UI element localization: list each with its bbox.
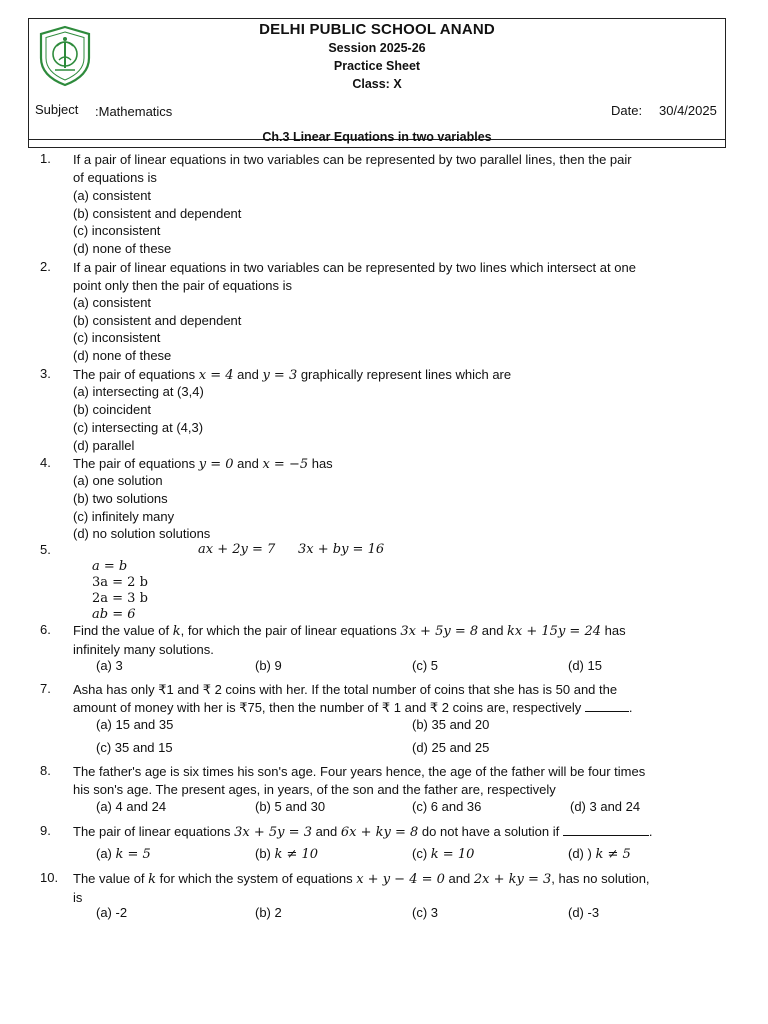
option-d[interactable]: (d) parallel <box>73 438 135 453</box>
question-number: 2. <box>40 259 51 274</box>
question-text <box>73 455 698 474</box>
option-b[interactable]: (b) 9 <box>255 658 282 673</box>
option-label: (c) <box>412 846 431 861</box>
option-a[interactable]: (a) -2 <box>96 905 128 920</box>
math-expression: x = 4 <box>198 368 234 383</box>
option-d[interactable]: (d) 25 and 25 <box>412 740 490 755</box>
subject-value: :Mathematics <box>95 104 173 119</box>
date-value: 30/4/2025 <box>659 103 717 118</box>
option-d[interactable]: (d) no solution solutions <box>73 526 211 541</box>
text-run: has <box>601 623 626 638</box>
text-run: The pair of linear equations <box>73 824 235 839</box>
option-label: (d) ) <box>568 846 596 861</box>
option-a[interactable]: (a) 15 and 35 <box>96 717 174 732</box>
math-expression: k ≠ 5 <box>595 847 631 862</box>
question-number: 5. <box>40 542 51 557</box>
text-run: amount of money with her is ₹75, then the number of ₹ 1 and ₹ 2 coins are, respectively <box>73 699 582 715</box>
question-number: 10. <box>40 870 59 885</box>
question-text-line <box>73 870 713 889</box>
text-run: and <box>311 824 341 839</box>
math-expression: y = 0 <box>198 457 234 472</box>
text-run: and <box>478 623 508 638</box>
question-number: 4. <box>40 455 51 470</box>
option-c[interactable]: 2a = 3 b <box>92 591 148 606</box>
option-d[interactable]: (d) 3 and 24 <box>570 799 641 814</box>
option-b[interactable]: 3a = 2 b <box>92 575 148 590</box>
option-a[interactable]: (a) one solution <box>73 473 163 488</box>
option-a[interactable]: a = b <box>92 559 128 574</box>
option-label: (b) <box>255 846 275 861</box>
question-number: 3. <box>40 366 51 381</box>
question-number: 7. <box>40 681 51 696</box>
question-number: 8. <box>40 763 51 778</box>
text-run: graphically represent lines which are <box>297 367 512 382</box>
option-a[interactable]: (a) 3 <box>96 658 123 673</box>
math-expression: k = 5 <box>115 847 151 862</box>
answer-blank[interactable] <box>563 824 649 836</box>
option-b[interactable]: (b) consistent and dependent <box>73 313 242 328</box>
text-run: The pair of equations <box>73 456 199 471</box>
option-c[interactable] <box>412 846 474 862</box>
question-text-line: infinitely many solutions. <box>73 641 214 657</box>
question-text <box>73 763 698 798</box>
math-expression: 3x + 5y = 3 <box>234 825 312 840</box>
option-d[interactable] <box>568 846 631 862</box>
text-run: The value of <box>73 871 149 886</box>
option-b[interactable]: (b) consistent and dependent <box>73 206 242 221</box>
question-text-line: is <box>73 889 83 905</box>
header-box <box>28 18 726 148</box>
text-run: and <box>444 871 474 886</box>
math-expression: x = −5 <box>262 457 309 472</box>
option-d[interactable]: ab = 6 <box>92 607 136 622</box>
text-run: and <box>233 367 263 382</box>
question-text <box>73 259 698 294</box>
answer-blank[interactable] <box>585 700 629 712</box>
class-line: Class: X <box>352 77 402 91</box>
math-expression: x + y − 4 = 0 <box>356 872 445 887</box>
question-text-line: If a pair of linear equations in two variables can be represented by two lines which intersect at one <box>73 260 636 275</box>
question-text-line: point only then the pair of equations is <box>73 277 292 293</box>
math-expression: k <box>148 872 157 887</box>
question-text-line: If a pair of linear equations in two variables can be represented by two parallel lines, then the pair <box>73 152 632 167</box>
math-expression: 6x + ky = 8 <box>340 825 419 840</box>
option-b[interactable]: (b) coincident <box>73 402 152 417</box>
option-a[interactable]: (a) consistent <box>73 188 152 203</box>
option-c[interactable]: (c) 6 and 36 <box>412 799 482 814</box>
option-a[interactable]: (a) intersecting at (3,4) <box>73 384 204 399</box>
option-b[interactable]: (b) 35 and 20 <box>412 717 490 732</box>
date-label: Date: <box>611 103 643 118</box>
text-run: , for which the pair of linear equations <box>180 623 401 638</box>
chapter-title: Ch.3 Linear Equations in two variables <box>262 130 492 144</box>
text-run: do not have a solution if <box>418 824 563 839</box>
question-text-line: his son's age. The present ages, in years, of the son and the father are, respectively <box>73 781 556 797</box>
option-c[interactable]: (c) 35 and 15 <box>96 740 173 755</box>
question-text-line: The father's age is six times his son's age. Four years hence, the age of the father will be four times <box>73 764 646 779</box>
equation-2: 3x + by = 16 <box>298 542 385 557</box>
math-expression: 3x + 5y = 8 <box>400 624 479 639</box>
option-b[interactable]: (b) two solutions <box>73 491 168 506</box>
text-run: . <box>648 824 653 839</box>
session-line: Session 2025-26 <box>328 41 426 55</box>
question-text-line <box>73 622 698 641</box>
sheet-title: Practice Sheet <box>333 59 421 73</box>
option-label: (a) <box>96 846 116 861</box>
option-a[interactable] <box>96 846 151 862</box>
option-c[interactable]: (c) 5 <box>412 658 438 673</box>
text-run: The pair of equations <box>73 367 199 382</box>
option-b[interactable] <box>255 846 318 862</box>
text-run: Find the value of <box>73 623 173 638</box>
option-c[interactable]: (c) 3 <box>412 905 438 920</box>
option-c[interactable]: (c) intersecting at (4,3) <box>73 420 204 435</box>
option-b[interactable]: (b) 2 <box>255 905 282 920</box>
text-run: for which the system of equations <box>156 871 357 886</box>
option-b[interactable]: (b) 5 and 30 <box>255 799 326 814</box>
option-d[interactable]: (d) 15 <box>568 658 602 673</box>
text-run: . <box>628 699 633 715</box>
math-expression: kx + 15y = 24 <box>507 624 601 639</box>
math-expression: y = 3 <box>262 368 298 383</box>
option-c[interactable]: (c) inconsistent <box>73 223 161 238</box>
text-run: has <box>308 456 333 471</box>
option-d[interactable]: (d) -3 <box>568 905 600 920</box>
question-text-line: of equations is <box>73 169 157 185</box>
option-c[interactable]: (c) infinitely many <box>73 509 175 524</box>
question-text <box>73 823 713 842</box>
equation-1: ax + 2y = 7 <box>198 542 276 557</box>
school-name: DELHI PUBLIC SCHOOL ANAND <box>259 21 495 38</box>
question-text-line: Asha has only ₹1 and ₹ 2 coins with her. If the total number of coins that she has is 50 and the <box>73 682 618 697</box>
text-run: and <box>233 456 263 471</box>
question-text <box>73 151 698 186</box>
question-text <box>73 681 698 716</box>
question-number: 1. <box>40 151 51 166</box>
question-text <box>73 622 698 658</box>
math-expression: k = 10 <box>430 847 475 862</box>
option-a[interactable]: (a) consistent <box>73 295 152 310</box>
option-d[interactable]: (d) none of these <box>73 241 172 256</box>
question-text <box>73 870 713 906</box>
option-d[interactable]: (d) none of these <box>73 348 172 363</box>
question-number: 9. <box>40 823 51 838</box>
option-c[interactable]: (c) inconsistent <box>73 330 161 345</box>
math-expression: k <box>172 624 181 639</box>
text-run: , has no solution, <box>551 871 650 886</box>
option-a[interactable]: (a) 4 and 24 <box>96 799 167 814</box>
question-text-line <box>73 699 698 717</box>
question-number: 6. <box>40 622 51 637</box>
math-expression: 2x + ky = 3 <box>473 872 552 887</box>
math-expression: k ≠ 10 <box>274 847 319 862</box>
subject-label: Subject <box>35 102 79 117</box>
question-text <box>73 366 698 385</box>
